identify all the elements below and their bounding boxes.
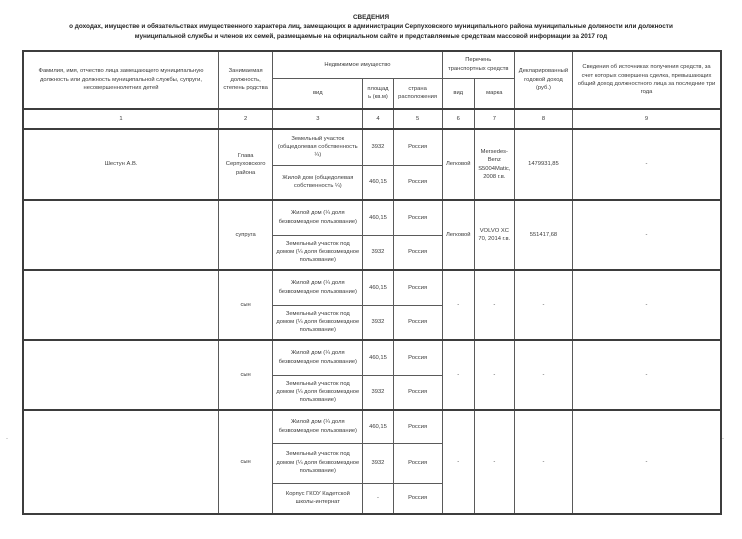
header-re-country: страна расположения: [393, 78, 442, 109]
property-country-cell: Россия: [393, 305, 442, 340]
property-country-cell: Россия: [393, 165, 442, 200]
position-cell: сын: [219, 410, 273, 514]
col-number: 9: [573, 109, 721, 129]
vehicle-kind-cell: -: [442, 270, 474, 340]
header-vehicles-group: Перечень транспортных средств: [442, 51, 514, 78]
col-number: 6: [442, 109, 474, 129]
vehicle-brand-cell: Mersedes-Benz S5004Matic, 2008 г.в.: [474, 129, 514, 200]
table-row: [23, 410, 721, 443]
col-number: 2: [219, 109, 273, 129]
vehicle-kind-cell: -: [442, 410, 474, 514]
property-kind-cell: Жилой дом (¼ доля безвозмездное пользование): [273, 270, 363, 305]
sources-cell: -: [573, 340, 721, 410]
header-position: Занимаемая должность, степень родства: [219, 51, 273, 109]
document-subtitle: о доходах, имуществе и обязательствах имущественного характера лиц, замещающих в администрации Серпуховского муниципального района муниципальные должности или должности муниципальной службы и членов их семей, размещаемые на официальном сайте и представляемые средствам массовой информации за 2017 год: [69, 23, 673, 40]
vehicle-kind-cell: Легковой: [442, 129, 474, 200]
vehicle-kind-cell: Легковой: [442, 200, 474, 270]
vehicle-brand-cell: -: [474, 270, 514, 340]
income-cell: 1479931,85: [514, 129, 572, 200]
property-country-cell: Россия: [393, 200, 442, 235]
property-kind-cell: Земельный участок под домом (¼ доля безвозмездное пользование): [273, 235, 363, 270]
vehicle-brand-cell: -: [474, 340, 514, 410]
property-kind-cell: Жилой дом (общедолевая собственность ¼): [273, 165, 363, 200]
document-title: СВЕДЕНИЯ: [352, 14, 390, 21]
sources-cell: -: [573, 270, 721, 340]
col-number: 7: [474, 109, 514, 129]
document-header: [0, 13, 742, 41]
name-cell: [23, 200, 219, 270]
property-kind-cell: Жилой дом (¼ доля безвозмездное пользование): [273, 340, 363, 375]
property-country-cell: Россия: [393, 443, 442, 483]
header-vehicle-kind: вид: [442, 78, 474, 109]
property-kind-cell: Земельный участок (общедолевая собственность ¼): [273, 129, 363, 165]
property-country-cell: Россия: [393, 129, 442, 165]
header-re-area: площадь (кв.м): [363, 78, 393, 109]
table-row: [23, 270, 721, 305]
name-cell: Шестун А.В.: [23, 129, 219, 200]
header-real-estate-group: Недвижимое имущество: [273, 51, 442, 78]
col-number: 1: [23, 109, 219, 129]
property-area-cell: 460,15: [363, 340, 393, 375]
table-row: [23, 200, 721, 235]
property-kind-cell: Земельный участок под домом (¼ доля безвозмездное пользование): [273, 305, 363, 340]
property-country-cell: Россия: [393, 410, 442, 443]
header-vehicle-brand: марка: [474, 78, 514, 109]
right-margin-mark: -: [722, 436, 724, 442]
income-cell: -: [514, 410, 572, 514]
property-kind-cell: Земельный участок под домом (¼ доля безвозмездное пользование): [273, 443, 363, 483]
position-cell: сын: [219, 270, 273, 340]
property-area-cell: 3932: [363, 129, 393, 165]
column-numbers-row: [23, 109, 721, 129]
property-country-cell: Россия: [393, 340, 442, 375]
property-kind-cell: Жилой дом (¼ доля безвозмездное пользование): [273, 410, 363, 443]
property-area-cell: 3932: [363, 375, 393, 410]
header-sources: Сведения об источниках получения средств, за счет которых совершена сделка, превышающих общий доход должностного лица за последние три года: [573, 51, 721, 109]
property-kind-cell: Жилой дом (¼ доля безвозмездное пользование): [273, 200, 363, 235]
table-row: [23, 129, 721, 165]
sources-cell: -: [573, 200, 721, 270]
vehicle-kind-cell: -: [442, 340, 474, 410]
header-re-kind: вид: [273, 78, 363, 109]
property-country-cell: Россия: [393, 235, 442, 270]
header-name: Фамилия, имя, отчество лица замещающего муниципальную должность или должность муниципальной службы, супруги, несовершеннолетних детей: [23, 51, 219, 109]
property-area-cell: 460,15: [363, 410, 393, 443]
name-cell: [23, 410, 219, 514]
position-cell: супруга: [219, 200, 273, 270]
property-area-cell: 3932: [363, 235, 393, 270]
sources-cell: -: [573, 129, 721, 200]
name-cell: [23, 340, 219, 410]
income-cell: -: [514, 270, 572, 340]
property-area-cell: -: [363, 483, 393, 514]
declarations-table: [22, 50, 722, 515]
vehicle-brand-cell: -: [474, 410, 514, 514]
position-cell: Глава Серпуховского района: [219, 129, 273, 200]
property-country-cell: Россия: [393, 270, 442, 305]
sources-cell: -: [573, 410, 721, 514]
col-number: 8: [514, 109, 572, 129]
table-row: [23, 340, 721, 375]
property-country-cell: Россия: [393, 375, 442, 410]
property-country-cell: Россия: [393, 483, 442, 514]
col-number: 4: [363, 109, 393, 129]
property-area-cell: 3932: [363, 305, 393, 340]
header-row-groups: [23, 51, 721, 78]
name-cell: [23, 270, 219, 340]
property-area-cell: 3932: [363, 443, 393, 483]
income-cell: -: [514, 340, 572, 410]
left-margin-mark: -: [6, 436, 8, 442]
header-income: Декларированный годовой доход (руб.): [514, 51, 572, 109]
income-cell: 551417,68: [514, 200, 572, 270]
property-kind-cell: Корпус ГКОУ Кадетской школы-интернат: [273, 483, 363, 514]
col-number: 5: [393, 109, 442, 129]
property-kind-cell: Земельный участок под домом (¼ доля безвозмездное пользование): [273, 375, 363, 410]
vehicle-brand-cell: VOLVO XC 70, 2014 г.в.: [474, 200, 514, 270]
position-cell: сын: [219, 340, 273, 410]
property-area-cell: 460,15: [363, 200, 393, 235]
property-area-cell: 460,15: [363, 270, 393, 305]
property-area-cell: 460,15: [363, 165, 393, 200]
col-number: 3: [273, 109, 363, 129]
